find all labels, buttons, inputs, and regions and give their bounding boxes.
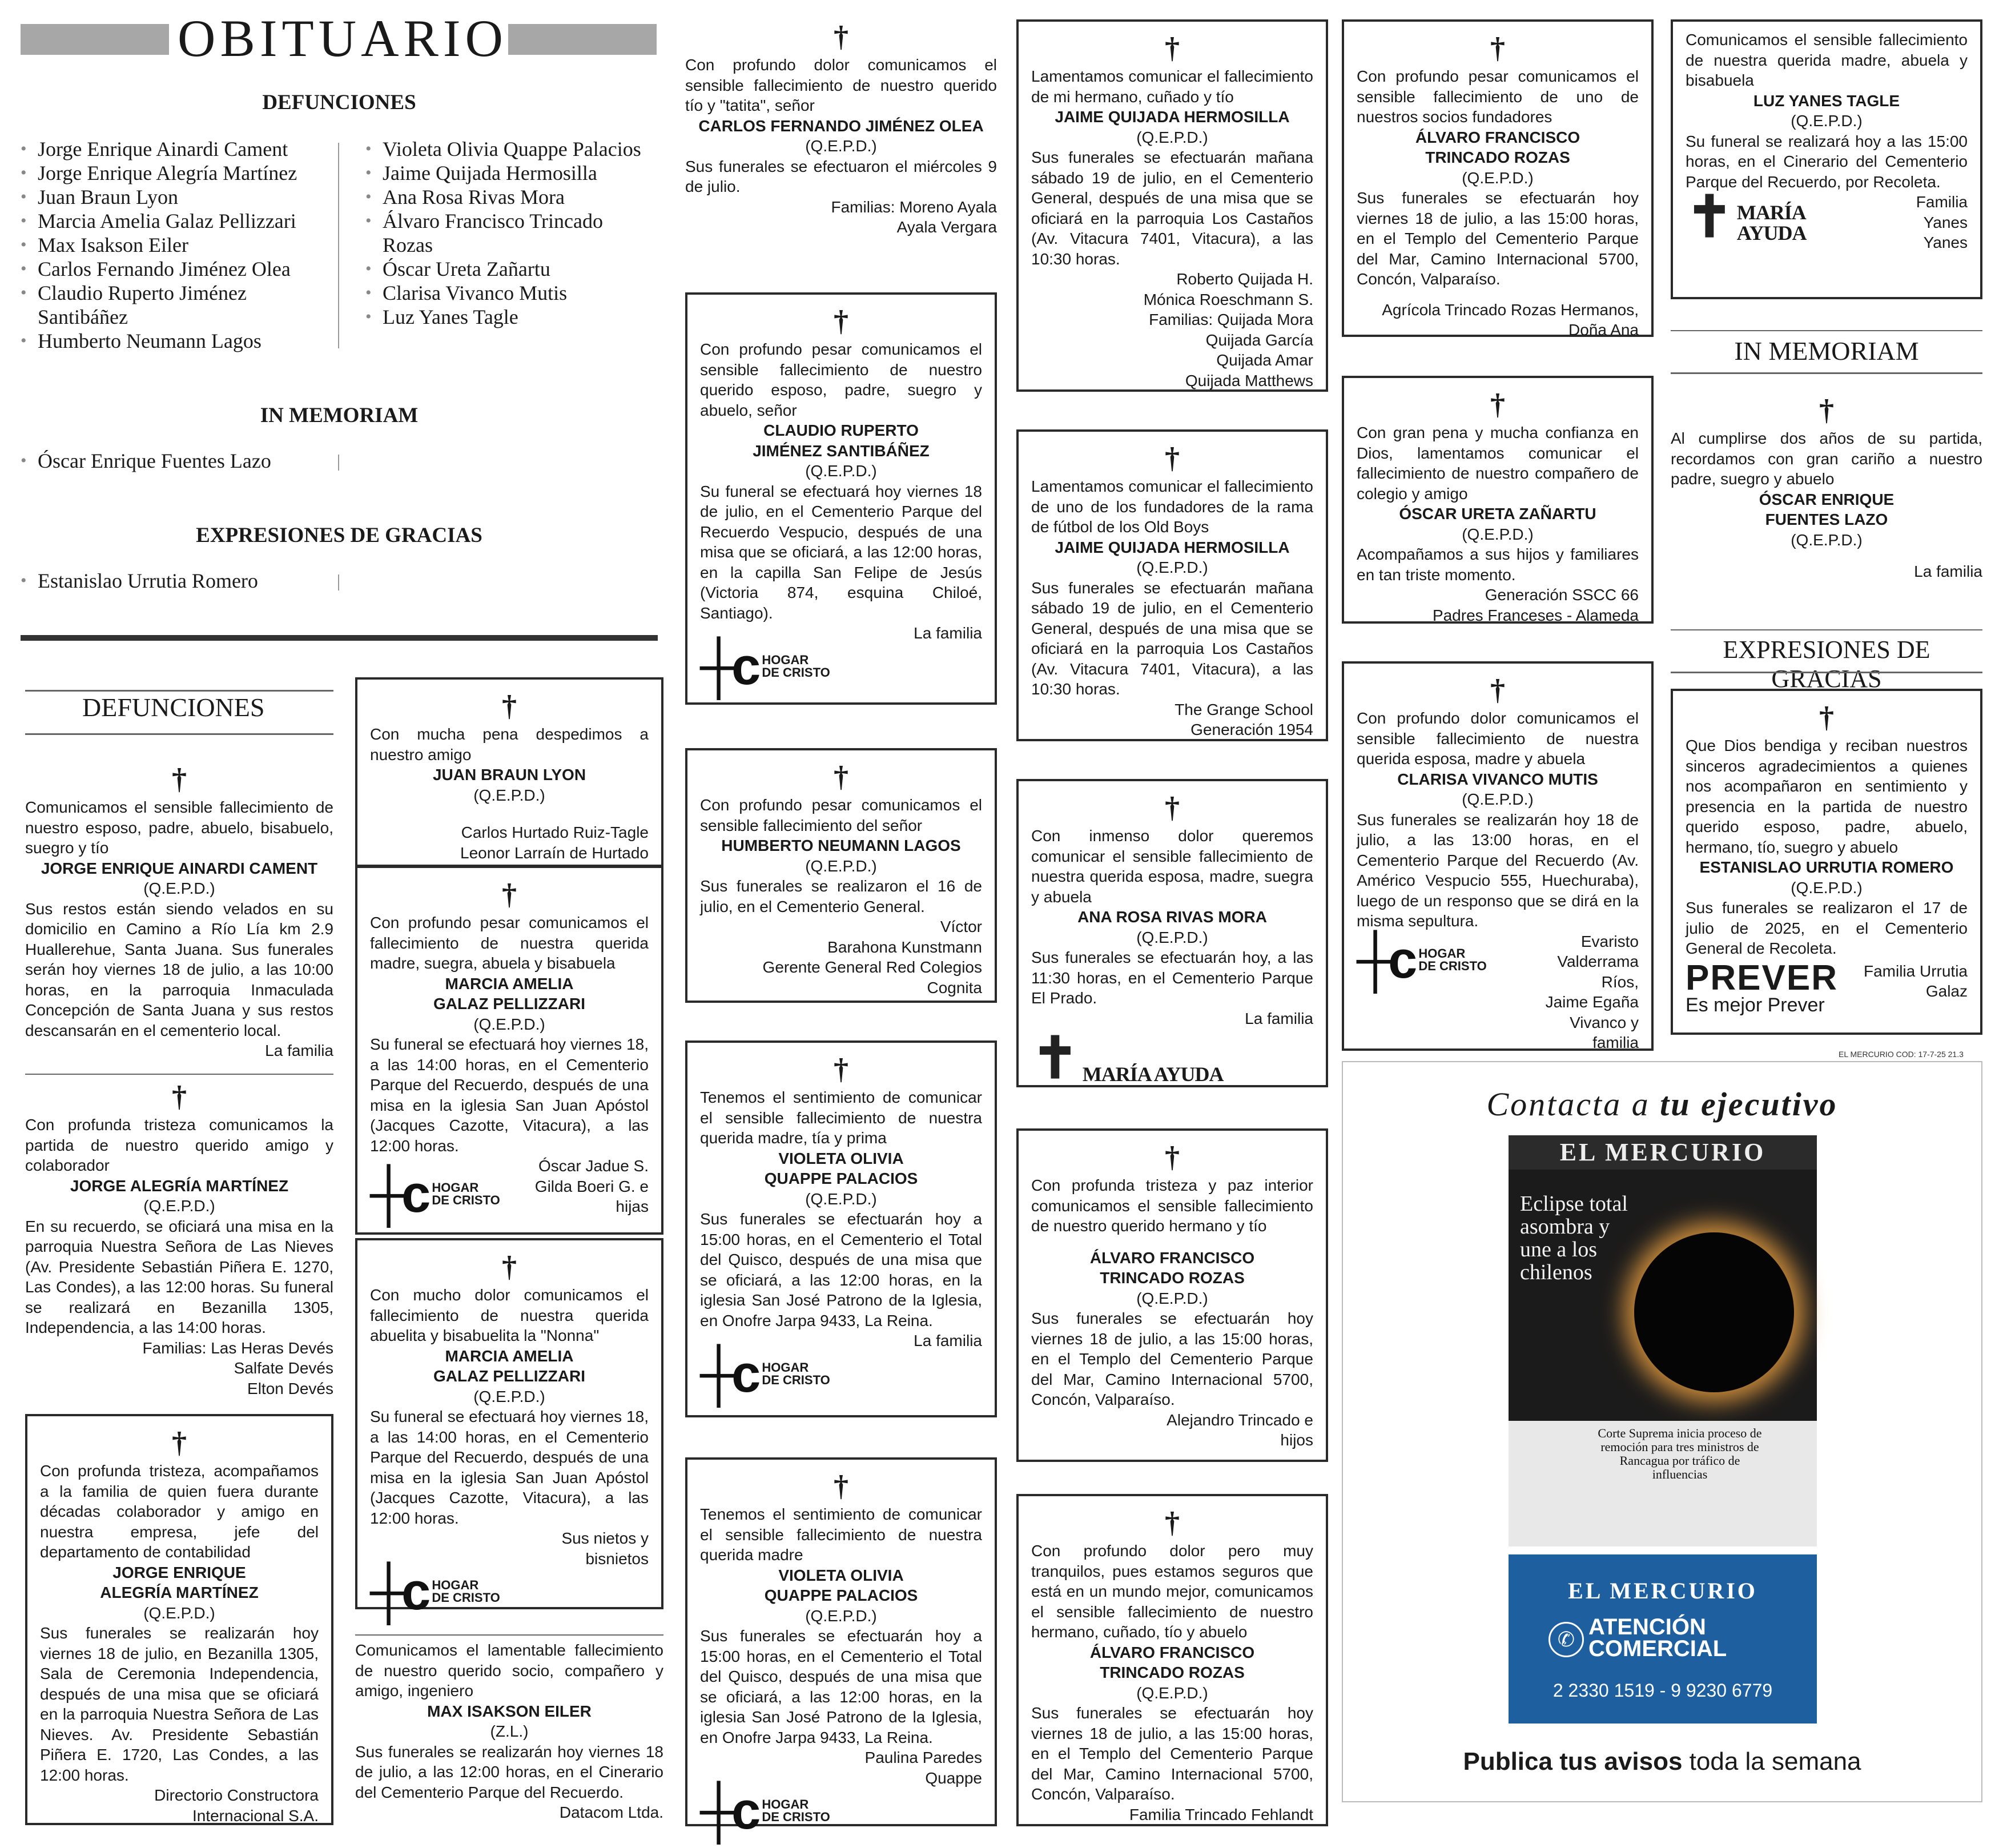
crucifix-icon: ✝	[1031, 1027, 1079, 1090]
maria-ayuda-logo: ✝ MARÍA AYUDA	[1031, 1027, 1224, 1090]
obituary-intro: Con inmenso dolor queremos comunicar el sensible fallecimiento de nuestra querida esposa, madre, suegra y abuela	[1031, 827, 1313, 906]
cross-icon: †	[502, 690, 517, 722]
atencion-comercial-banner	[1509, 1554, 1817, 1724]
cross-icon: †	[834, 1053, 848, 1086]
obituary-signature: Generación SSCC 66 Padres Franceses - Alameda	[1432, 586, 1639, 624]
gracias-intro: Que Dios bendiga y reciban nuestros sinceros agradecimientos a quienes nos acompañaron en sentimiento y presencia en la partida de nuestro querido esposo, padre, abuelo, hermano, tío, suegro y abuelo	[1686, 737, 1968, 856]
column-heading-memoriam: IN MEMORIAM	[1734, 336, 1919, 365]
obituary-rivas	[1016, 779, 1328, 1090]
obituary-intro: Con profundo pesar comunicamos el sensible fallecimiento de nuestro querido esposo, padre, suegro y abuelo, señor	[700, 340, 982, 419]
index-entry: • Clarisa Vivanco Mutis	[365, 281, 651, 305]
obituary-zl: (Z.L.)	[490, 1722, 529, 1740]
obituary-qepd: (Q.E.P.D.)	[1136, 1684, 1208, 1702]
index-entry: • Violeta Olivia Quappe Palacios	[365, 137, 651, 161]
obituary-qepd: (Q.E.P.D.)	[473, 1015, 545, 1033]
hogar-de-cristo-logo: ┼c HOGAR DE CRISTO	[700, 637, 830, 696]
obituary-name: ÓSCAR URETA ZAÑARTU	[1399, 505, 1596, 523]
cross-icon: †	[1490, 32, 1505, 65]
obituary-name: JORGE ENRIQUE ALEGRÍA MARTÍNEZ	[100, 1563, 259, 1601]
section-divider	[21, 635, 658, 641]
obituary-qepd: (Q.E.P.D.)	[1462, 790, 1534, 808]
obituary-qepd: (Q.E.P.D.)	[1791, 112, 1863, 130]
obituary-qepd: (Q.E.P.D.)	[143, 1604, 215, 1622]
obituary-name: ÁLVARO FRANCISCO TRINCADO ROZAS	[1089, 1248, 1255, 1287]
banner-brand: EL MERCURIO	[1568, 1578, 1757, 1604]
obituary-intro: Con profundo dolor comunicamos el sensible fallecimiento de nuestra querida esposa, madre y abuela	[1357, 709, 1639, 768]
newspaper-lower-section	[1509, 1421, 1817, 1546]
obituary-name: CLARISA VIVANCO MUTIS	[1397, 770, 1598, 788]
index-entry: • Max Isakson Eiler	[21, 233, 340, 257]
obituary-ureta	[1342, 376, 1654, 624]
index-entry: • Óscar Ureta Zañartu	[365, 257, 651, 281]
obituary-intro: Con profunda tristeza y paz interior comunicamos el sensible fallecimiento de nuestro querido hermano y tío	[1031, 1176, 1313, 1235]
obituary-qepd: (Q.E.P.D.)	[143, 1197, 215, 1215]
obituary-qepd: (Q.E.P.D.)	[1136, 559, 1208, 576]
banner-phone-numbers: 2 2330 1519 - 9 9230 6779	[1552, 1680, 1773, 1701]
column-heading-rule	[1671, 330, 1982, 331]
hogar-de-cristo-logo: ┼c HOGAR DE CRISTO	[370, 1164, 500, 1223]
obituary-body: Su funeral se efectuará hoy viernes 18 de julio, en el Cementerio Parque del Recuerdo Vespucio, después de una misa que se oficiará, a las 12:00 horas, en la capilla San Felipe de Jesús (Victoria 874, esquina Chiloé, Santiago).	[700, 482, 982, 622]
obituary-name: ÁLVARO FRANCISCO TRINCADO ROZAS	[1089, 1643, 1255, 1681]
page-title: OBITUARIO	[178, 9, 508, 67]
obituary-signature: Carlos Hurtado Ruiz-Tagle Leonor Larraín de Hurtado	[460, 823, 649, 862]
index-memoriam-title: IN MEMORIAM	[260, 404, 419, 427]
prever-logo: PREVER Es mejor Prever	[1686, 958, 1838, 1016]
index-gracias-title: EXPRESIONES DE GRACIAS	[196, 524, 482, 547]
obituary-name: JAIME QUIJADA HERMOSILLA	[1055, 108, 1290, 126]
obituary-body: Sus funerales se efectuarán hoy viernes 18 de julio, a las 15:00 horas, en el Templo del Cementerio Parque del Mar, Camino Internacional 5700, Concón, Valparaíso.	[1031, 1309, 1313, 1408]
obituary-name: JUAN BRAUN LYON	[432, 766, 586, 784]
obituary-quappe-1	[685, 1040, 997, 1417]
obituary-signature: Familias: Las Heras Devés Salfate Devés Elton Devés	[142, 1339, 333, 1397]
obituary-ainardi	[25, 765, 333, 1061]
obituary-intro: Con profundo dolor comunicamos el sensible fallecimiento de nuestro querido tío y "tatita", señor	[685, 56, 997, 114]
obituary-intro: Tenemos el sentimiento de comunicar el sensible fallecimiento de nuestra querida madre, tía y prima	[700, 1088, 982, 1147]
obituary-qepd: (Q.E.P.D.)	[805, 1190, 877, 1208]
obituary-signature: Óscar Jadue S. Gilda Boeri G. e hijas	[534, 1157, 649, 1215]
obituary-name: MARCIA AMELIA GALAZ PELLIZZARI	[433, 974, 585, 1013]
obituary-intro: Tenemos el sentimiento de comunicar el sensible fallecimiento de nuestra querida madre	[700, 1505, 982, 1564]
column-heading-rule	[25, 733, 333, 735]
index-entry: • Estanislao Urrutia Romero	[21, 569, 340, 593]
obituary-intro: Con gran pena y mucha confianza en Dios, lamentamos comunicar el fallecimiento de nuestro compañero de colegio y amigo	[1357, 424, 1639, 503]
obituary-intro: Con profundo pesar comunicamos el sensible fallecimiento del señor	[700, 796, 982, 834]
obituary-name: JAIME QUIJADA HERMOSILLA	[1055, 538, 1290, 556]
ad-footer: Publica tus avisos toda la semana	[1463, 1747, 1861, 1775]
cross-icon: †	[1165, 1506, 1180, 1539]
obituary-body: Acompañamos a sus hijos y familiares en tan triste momento.	[1357, 545, 1639, 584]
index-entry: • Jaime Quijada Hermosilla	[365, 161, 651, 185]
column-heading-rule	[25, 690, 333, 692]
obituary-intro: Con profundo pesar comunicamos el fallecimiento de nuestra querida madre, suegra, abuela y bisabuela	[370, 914, 649, 972]
cross-icon: †	[172, 1080, 187, 1113]
index-entry: • Claudio Ruperto Jiménez Santibáñez	[21, 281, 340, 329]
obituary-qepd: (Q.E.P.D.)	[143, 879, 215, 897]
obituary-qepd: (Q.E.P.D.)	[473, 1387, 545, 1405]
obituary-name: JORGE ENRIQUE AINARDI CAMENT	[41, 859, 318, 877]
cross-icon: †	[1819, 701, 1834, 734]
obituary-body: Sus funerales se realizarán hoy 18 de julio, a las 13:00 horas, en el Cementerio Parque del Recuerdo (Av. Américo Vespucio 555, Huechuraba), luego de un responso que se dirá en la misma sepultura.	[1357, 810, 1639, 930]
obituary-name: VIOLETA OLIVIA QUAPPE PALACIOS	[764, 1149, 918, 1187]
index-list-memoriam	[21, 449, 340, 473]
obituary-signature: La familia	[914, 1332, 982, 1349]
obituary-name: CARLOS FERNANDO JIMÉNEZ OLEA	[698, 116, 984, 135]
obituary-signature: Datacom Ltda.	[559, 1803, 663, 1821]
obituary-intro: Con profunda tristeza comunicamos la partida de nuestro querido amigo y colaborador	[25, 1116, 333, 1174]
cross-icon: †	[1165, 442, 1180, 475]
obituary-body: Sus restos están siendo velados en su domicilio en Camino a Río Lía km 2.9 Huallerehue, Santa Juana. Sus funerales serán hoy viernes 18 de julio, a las 10:00 horas, en la parroquia Inmaculada Concepción de Santa Juana y sus restos descansarán en el cementerio local.	[25, 899, 333, 1039]
column-heading-rule	[1671, 672, 1982, 673]
obituary-name: ANA ROSA RIVAS MORA	[1077, 908, 1267, 926]
cross-icon: †	[172, 763, 187, 796]
obituary-body: Sus funerales se efectuarán hoy viernes 18 de julio, a las 15:00 horas, en el Templo del Cementerio Parque del Mar, Camino Internacional 5700, Concón, Valparaíso.	[1031, 1704, 1313, 1803]
obituary-qepd: (Q.E.P.D.)	[805, 137, 877, 155]
obituary-jimenez-santibanez	[685, 292, 997, 705]
index-entry: • Humberto Neumann Lagos	[21, 329, 340, 353]
obituary-quappe-2	[685, 1457, 997, 1840]
obituary-body: Su funeral se efectuará hoy viernes 18, a las 14:00 horas, en el Cementerio Parque del Recuerdo, después de una misa en la iglesia San Juan Apóstol (Jacques Cazotte, Vitacura), a las 12:00 horas.	[370, 1035, 649, 1155]
obituary-trincado-1	[1016, 1128, 1328, 1462]
hogar-de-cristo-icon: ┼c	[1357, 930, 1412, 989]
masthead-bar-right	[508, 24, 657, 55]
obituary-intro: Comunicamos el sensible fallecimiento de nuestro esposo, padre, abuelo, bisabuelo, suegro y tío	[25, 798, 333, 857]
obituary-body: Su funeral se efectuará hoy viernes 18, a las 14:00 horas, en el Cementerio Parque del Recuerdo, después de una misa en la iglesia San Juan Apóstol (Jacques Cazotte, Vitacura), a las 12:00 horas.	[370, 1408, 649, 1527]
obituary-signature: La familia	[265, 1042, 333, 1059]
index-entry: • Álvaro Francisco Trincado Rozas	[365, 209, 651, 257]
hogar-de-cristo-icon: ┼c	[700, 1782, 755, 1840]
cross-icon: †	[1165, 1141, 1180, 1174]
column-heading-rule	[1671, 629, 1982, 630]
obituary-name: HUMBERTO NEUMANN LAGOS	[721, 837, 961, 854]
obituary-intro: Con mucho dolor comunicamos el fallecimiento de nuestra querida abuelita y bisabuelita la "Nonna"	[370, 1286, 649, 1344]
crucifix-icon: ✝	[1686, 186, 1733, 249]
obituary-jimenez-olea	[685, 23, 997, 238]
index-list-gracias	[21, 569, 340, 593]
obituary-quijada-1	[1016, 19, 1328, 392]
gracias-body: Sus funerales se realizaron el 17 de julio de 2025, en el Cementerio General de Recoleta.	[1686, 899, 1968, 957]
obituary-name: ÁLVARO FRANCISCO TRINCADO ROZAS	[1415, 128, 1580, 166]
cross-icon: †	[834, 21, 848, 53]
obituary-intro: Con profunda tristeza, acompañamos a la familia de quien fuera durante décadas colaborador y amigo en nuestra empresa, jefe del departamento de contabilidad	[40, 1462, 319, 1561]
obituary-signature: Roberto Quijada H. Mónica Roeschmann S. Familias: Quijada Mora Quijada García Quijada Amar Quijada Matthews	[1143, 270, 1313, 389]
obituary-signature: Paulina Paredes Quappe	[864, 1749, 982, 1787]
obituary-galaz-2	[355, 1238, 663, 1621]
index-entry: • Luz Yanes Tagle	[365, 305, 651, 329]
obituary-signature: Víctor Barahona Kunstmann Gerente General Red Colegios Cognita	[762, 918, 982, 997]
obituary-quijada-2	[1016, 429, 1328, 741]
obituary-signature: La familia	[1245, 1009, 1313, 1027]
memoriam-intro: Al cumplirse dos años de su partida, recordamos con gran cariño a nuestro padre, suegro y abuelo	[1671, 429, 1982, 488]
index-separator	[338, 575, 339, 590]
notice-separator	[25, 1074, 333, 1075]
obituary-signature: Agrícola Trincado Rozas Hermanos, Doña Ana	[1382, 300, 1639, 339]
cross-icon: †	[1819, 394, 1834, 427]
eclipse-image	[1634, 1232, 1794, 1392]
gracias-urrutia	[1671, 689, 1982, 1035]
index-entry: • Marcia Amelia Galaz Pellizzari	[21, 209, 340, 233]
cross-icon: †	[834, 761, 848, 793]
obituary-name: JORGE ALEGRÍA MARTÍNEZ	[70, 1176, 289, 1195]
page-code: EL MERCURIO COD: 17-7-25 21.3	[1839, 1050, 1964, 1059]
obituary-qepd: (Q.E.P.D.)	[1136, 928, 1208, 946]
gracias-signature: Familia Urrutia Galaz	[1863, 962, 1968, 1000]
obituary-intro: Con profundo pesar comunicamos el sensible fallecimiento de uno de nuestros socios fundadores	[1357, 67, 1639, 126]
index-list-col2	[365, 137, 651, 329]
memoriam-fuentes	[1671, 396, 1982, 582]
obituary-signature: La familia	[914, 624, 982, 642]
cross-icon: †	[1165, 32, 1180, 65]
obituary-body: Su funeral se realizará hoy a las 15:00 horas, en el Cinerario del Cementerio Parque del Recuerdo, por Recoleta.	[1686, 132, 1968, 191]
advertisement	[1342, 1061, 1982, 1802]
obituary-alegria-1	[25, 1080, 333, 1399]
banner-heading: ATENCIÓN COMERCIAL	[1588, 1614, 1727, 1661]
obituary-signature: Familia Yanes Yanes	[1916, 193, 1968, 251]
masthead-bar-left	[21, 24, 169, 55]
obituary-braun	[355, 677, 663, 867]
obituary-qepd: (Q.E.P.D.)	[1462, 525, 1534, 543]
obituary-intro: Comunicamos el sensible fallecimiento de nuestra querida madre, abuela y bisabuela	[1686, 31, 1968, 89]
memoriam-name: ÓSCAR ENRIQUE FUENTES LAZO	[1759, 490, 1895, 528]
hogar-de-cristo-logo: ┼c HOGAR DE CRISTO	[700, 1782, 830, 1840]
obituary-name: LUZ YANES TAGLE	[1753, 91, 1900, 110]
hogar-de-cristo-icon: ┼c	[370, 1562, 425, 1621]
index-entry: • Ana Rosa Rivas Mora	[365, 185, 651, 209]
hogar-de-cristo-icon: ┼c	[700, 637, 755, 696]
memoriam-qepd: (Q.E.P.D.)	[1791, 531, 1863, 549]
index-entry: • Jorge Enrique Ainardi Cament	[21, 137, 340, 161]
obituary-body: Sus funerales se realizarán hoy viernes 18 de julio, a las 12:00 horas, en el Cinerario del Cementerio Parque del Recuerdo.	[355, 1742, 663, 1801]
obituary-body: Sus funerales se efectuarán mañana sábado 19 de julio, en el Cementerio General, después de una misa que se oficiará en la parroquia Los Castaños (Av. Vitacura 7401, Vitacura), a las 10:30 horas.	[1031, 578, 1313, 698]
obituary-vivanco	[1342, 661, 1654, 1051]
obituary-signature: Familia Trincado Fehlandt	[1129, 1805, 1313, 1823]
hogar-de-cristo-logo: ┼c HOGAR DE CRISTO	[1357, 930, 1487, 989]
cross-icon: †	[502, 1251, 517, 1283]
obituary-signature: Evaristo Valderrama Ríos, Jaime Egaña Vivanco y familia	[1545, 932, 1639, 1051]
newspaper-subheadline: Corte Suprema inicia proceso de remoción para tres ministros de Rancagua por tráfico de influencias	[1598, 1426, 1762, 1481]
obituary-trincado-3	[1342, 19, 1654, 337]
obituary-intro: Lamentamos comunicar el fallecimiento de uno de los fundadores de la rama de fútbol de los Old Boys	[1031, 477, 1313, 536]
index-separator	[338, 143, 339, 348]
index-defunciones-title: DEFUNCIONES	[262, 91, 416, 114]
obituary-body: Sus funerales se efectuarán mañana sábado 19 de julio, en el Cementerio General, después de una misa que se oficiará en la parroquia Los Castaños (Av. Vitacura 7401, Vitacura), a las 10:30 horas.	[1031, 148, 1313, 268]
obituary-qepd: (Q.E.P.D.)	[805, 462, 877, 480]
obituary-intro: Lamentamos comunicar el fallecimiento de mi hermano, cuñado y tío	[1031, 67, 1313, 106]
obituary-qepd: (Q.E.P.D.)	[1136, 1289, 1208, 1307]
obituary-qepd: (Q.E.P.D.)	[805, 857, 877, 875]
obituary-signature: Directorio Constructora Internacional S.A.	[154, 1786, 319, 1825]
obituary-signature: Familias: Moreno Ayala Ayala Vergara	[831, 198, 997, 236]
obituary-trincado-2	[1016, 1494, 1328, 1826]
column-heading-rule	[1671, 372, 1982, 374]
ad-title: Contacta a tu ejecutivo	[1486, 1086, 1838, 1123]
obituary-galaz-1	[355, 866, 663, 1235]
cross-icon: †	[502, 878, 517, 911]
index-entry: • Carlos Fernando Jiménez Olea	[21, 257, 340, 281]
hogar-de-cristo-icon: ┼c	[370, 1164, 425, 1223]
cross-icon: †	[1165, 792, 1180, 824]
obituary-signature: Alejandro Trincado e hijos	[1167, 1411, 1313, 1449]
obituary-body: Sus funerales se realizarán hoy viernes 18 de julio, en Bezanilla 1305, Sala de Ceremonia Independencia, después de una misa que se oficiará en la parroquia Nuestra Señora de Las Nieves. Av. Presidente Sebastián Piñera E. 1720, Las Condes, a las 12:00 horas.	[40, 1624, 319, 1784]
column-heading-defunciones: DEFUNCIONES	[82, 693, 265, 722]
obituary-alegria-2	[25, 1414, 333, 1825]
hogar-de-cristo-logo: ┼c HOGAR DE CRISTO	[370, 1562, 500, 1621]
index-entry: • Jorge Enrique Alegría Martínez	[21, 161, 340, 185]
hogar-de-cristo-logo: ┼c HOGAR DE CRISTO	[700, 1344, 830, 1403]
index-entry: • Óscar Enrique Fuentes Lazo	[21, 449, 340, 473]
obituary-body: Sus funerales se efectuarán hoy viernes 18 de julio, a las 15:00 horas, en el Templo del Cementerio Parque del Mar, Camino Internacional 5700, Concón, Valparaíso.	[1357, 189, 1639, 288]
obituary-qepd: (Q.E.P.D.)	[1136, 128, 1208, 146]
index-separator	[338, 455, 339, 471]
newspaper-cover-image	[1509, 1135, 1817, 1546]
cross-icon: †	[172, 1427, 187, 1459]
obituary-signature: Sus nietos y bisnietos	[561, 1529, 649, 1568]
obituary-qepd: (Q.E.P.D.)	[1462, 168, 1534, 187]
cross-icon: †	[1490, 388, 1505, 421]
gracias-qepd: (Q.E.P.D.)	[1791, 878, 1863, 897]
index-entry: • Juan Braun Lyon	[21, 185, 340, 209]
cross-icon: †	[834, 1470, 848, 1502]
obituary-signature: The Grange School Generación 1954	[1175, 700, 1313, 738]
obituary-intro: Comunicamos el lamentable fallecimiento de nuestro querido socio, compañero y amigo, ingeniero	[355, 1641, 663, 1700]
newspaper-headline: Eclipse total asombra y une a los chilenos	[1520, 1192, 1628, 1284]
notice-separator	[355, 1634, 663, 1636]
obituary-body: Sus funerales se realizaron el 16 de julio, en el Cementerio General.	[700, 877, 982, 915]
maria-ayuda-logo: ✝ MARÍA AYUDA	[1686, 186, 1807, 249]
index-list-col1	[21, 137, 340, 353]
obituary-qepd: (Q.E.P.D.)	[805, 1606, 877, 1625]
obituary-qepd: (Q.E.P.D.)	[473, 786, 545, 804]
gracias-name: ESTANISLAO URRUTIA ROMERO	[1699, 858, 1954, 876]
obituary-name: MARCIA AMELIA GALAZ PELLIZZARI	[433, 1347, 585, 1385]
column-heading-gracias: EXPRESIONES DE GRACIAS	[1723, 636, 1930, 693]
obituary-intro: Con mucha pena despedimos a nuestro amigo	[370, 725, 649, 764]
cross-icon: †	[834, 305, 848, 338]
obituary-neumann	[685, 748, 997, 1003]
obituary-body: Sus funerales se efectuarán hoy, a las 11:30 horas, en el Cementerio Parque El Prado.	[1031, 949, 1313, 1007]
obituary-name: MAX ISAKSON EILER	[427, 1702, 592, 1720]
obituary-isakson	[355, 1640, 663, 1823]
obituary-body: En su recuerdo, se oficiará una misa en la parroquia Nuestra Señora de Las Nieves (Av. Presidente Sebastián Piñera E. 1270, Las Condes), a las 12:00 horas. Su funeral se realizará en Bezanilla 1305, Independencia, a las 14:00 horas.	[25, 1217, 333, 1336]
newspaper-brand: EL MERCURIO	[1509, 1135, 1817, 1170]
obituary-body: Sus funerales se efectuarán hoy a 15:00 horas, en el Cementerio el Total del Quisco, después de una misa que se oficiará, a las 12:00 horas, en la iglesia San José Patrono de la Iglesia, en Onofre Jarpa 9433, La Reina.	[700, 1210, 982, 1329]
obituary-body: Sus funerales se efectuarán hoy a 15:00 horas, en el Cementerio el Total del Quisco, después de una misa que se oficiará, a las 12:00 horas, en la iglesia San José Patrono de la Iglesia, en Onofre Jarpa 9433, La Reina.	[700, 1627, 982, 1746]
obituary-intro: Con profundo dolor pero muy tranquilos, pues estamos seguros que está en un mundo mejor, comunicamos el sensible fallecimiento de nuestro hermano, cuñado, tío y abuelo	[1031, 1542, 1313, 1641]
obituary-name: VIOLETA OLIVIA QUAPPE PALACIOS	[764, 1566, 918, 1604]
phone-icon: ✆	[1548, 1622, 1584, 1657]
cross-icon: †	[1490, 674, 1505, 706]
obituary-body: Sus funerales se efectuaron el miércoles 9 de julio.	[685, 157, 997, 195]
obituary-name: CLAUDIO RUPERTO JIMÉNEZ SANTIBÁÑEZ	[753, 421, 930, 460]
memoriam-signature: La familia	[1914, 563, 1982, 580]
hogar-de-cristo-icon: ┼c	[700, 1344, 755, 1403]
obituary-yanes	[1671, 19, 1982, 299]
